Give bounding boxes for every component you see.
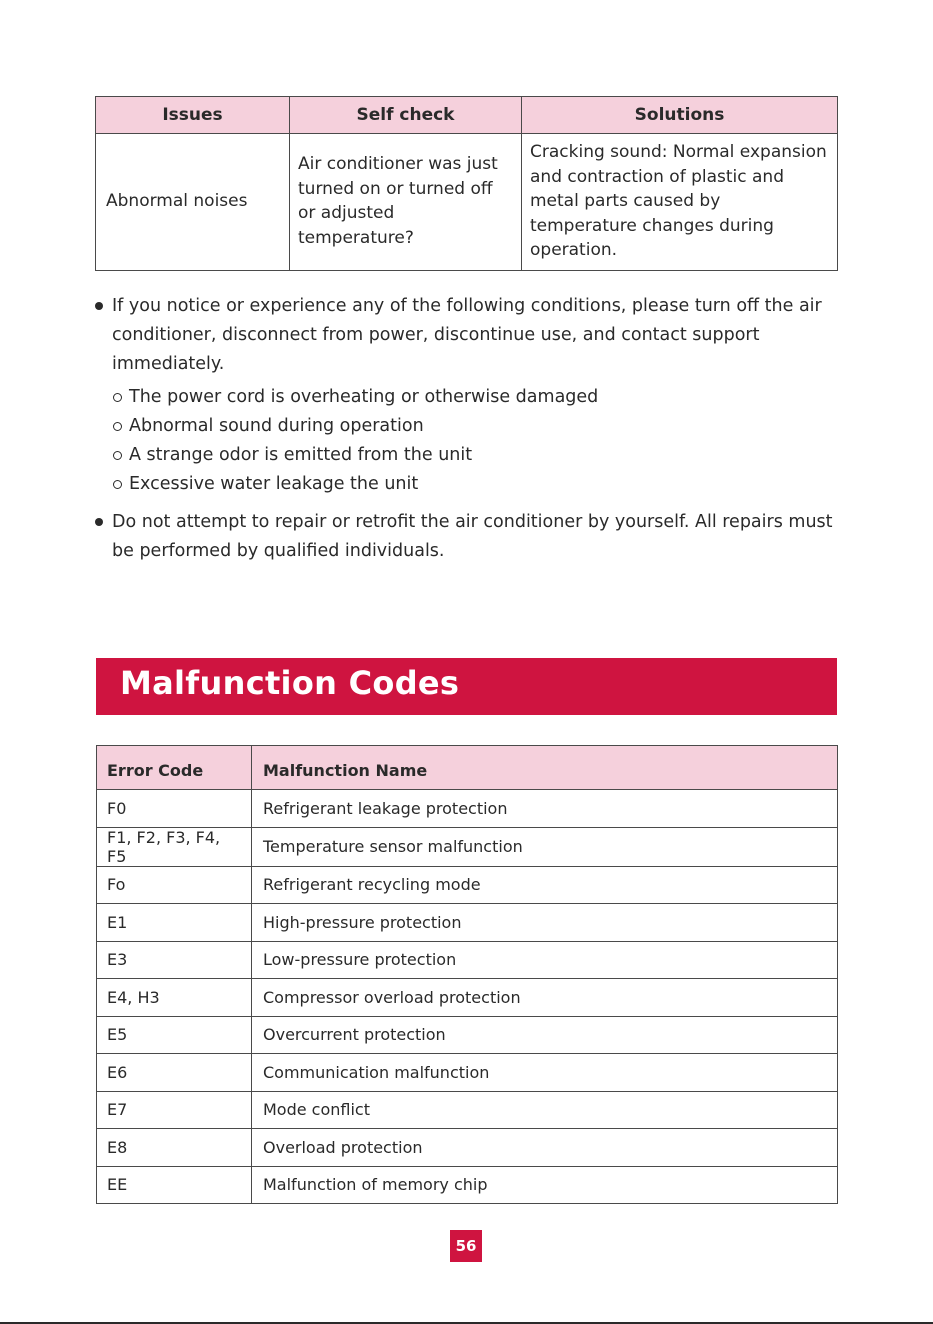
malfunction-name-cell: Mode conflict: [252, 1091, 838, 1129]
issues-table: [95, 96, 838, 271]
table-row: [97, 1054, 838, 1092]
error-code-cell: E7: [97, 1091, 252, 1129]
notice-bullet-1: If you notice or experience any of the following conditions, please turn off the air conditioner, disconnect from power, discontinue use, and contact support immediately.: [112, 296, 822, 374]
table-row: [97, 866, 838, 904]
malfunction-name-cell: Refrigerant recycling mode: [252, 866, 838, 904]
malfunction-name-cell: Overload protection: [252, 1129, 838, 1167]
section-banner: [96, 658, 837, 715]
table-row: [96, 134, 838, 271]
malfunction-name-cell: Temperature sensor malfunction: [252, 827, 838, 866]
issue-cell: Abnormal noises: [96, 134, 290, 271]
header-self-check: Self check: [290, 97, 522, 134]
error-code-cell: E5: [97, 1016, 252, 1054]
error-code-cell: E6: [97, 1054, 252, 1092]
error-code-cell: F0: [97, 790, 252, 828]
table-row: [97, 827, 838, 866]
sub-bullet-circle: [113, 393, 122, 402]
section-title: Malfunction Codes: [120, 664, 460, 702]
malfunction-name-cell: Compressor overload protection: [252, 979, 838, 1017]
table-row: [97, 1016, 838, 1054]
list-item: The power cord is overheating or otherwise damaged: [129, 387, 599, 407]
malfunction-name-cell: High-pressure protection: [252, 904, 838, 942]
table-row: [97, 790, 838, 828]
table-row: [97, 941, 838, 979]
error-code-cell: E1: [97, 904, 252, 942]
table-row: [97, 1129, 838, 1167]
table-row: [97, 1091, 838, 1129]
bullet-dot: [95, 518, 103, 526]
table-row: [97, 1166, 838, 1204]
error-code-cell: Fo: [97, 866, 252, 904]
malfunction-codes-table: [96, 745, 838, 1204]
header-solutions: Solutions: [522, 97, 838, 134]
notice-bullet-2: Do not attempt to repair or retrofit the air conditioner by yourself. All repairs must be performed by qualified individuals.: [112, 512, 833, 561]
malfunction-name-cell: Low-pressure protection: [252, 941, 838, 979]
error-code-cell: F1, F2, F3, F4, F5: [97, 827, 252, 866]
table-row: [97, 979, 838, 1017]
malfunction-name-cell: Overcurrent protection: [252, 1016, 838, 1054]
list-item: Excessive water leakage the unit: [129, 474, 419, 494]
header-malfunction-name: Malfunction Name: [252, 746, 838, 790]
error-code-cell: E8: [97, 1129, 252, 1167]
bullet-dot: [95, 302, 103, 310]
list-item: A strange odor is emitted from the unit: [129, 445, 473, 465]
sub-bullet-circle: [113, 451, 122, 460]
malfunction-name-cell: Communication malfunction: [252, 1054, 838, 1092]
sub-bullet-circle: [113, 480, 122, 489]
header-error-code: Error Code: [97, 746, 252, 790]
malfunction-name-cell: Refrigerant leakage protection: [252, 790, 838, 828]
solution-cell: Cracking sound: Normal expansion and contraction of plastic and metal parts caused by temperature changes during operation.: [522, 134, 838, 271]
self-check-cell: Air conditioner was just turned on or turned off or adjusted temperature?: [290, 134, 522, 271]
page-number: 56: [450, 1230, 482, 1262]
error-code-cell: E3: [97, 941, 252, 979]
issues-header-row: [96, 97, 838, 134]
list-item: Abnormal sound during operation: [129, 416, 424, 436]
malfunction-name-cell: Malfunction of memory chip: [252, 1166, 838, 1204]
error-code-cell: E4, H3: [97, 979, 252, 1017]
table-row: [97, 904, 838, 942]
error-code-cell: EE: [97, 1166, 252, 1204]
sub-bullet-circle: [113, 422, 122, 431]
header-issues: Issues: [96, 97, 290, 134]
codes-header-row: [97, 746, 838, 790]
